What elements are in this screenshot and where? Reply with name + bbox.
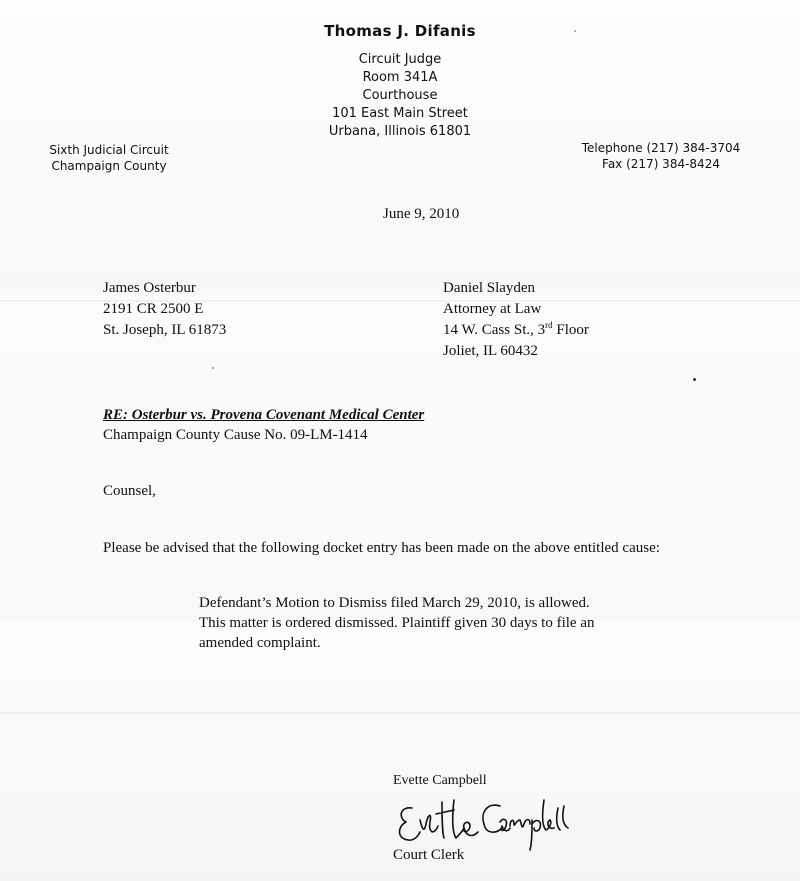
address-line: Circuit Judge <box>358 52 442 67</box>
recipient-street: 2191 CR 2500 E <box>103 301 204 317</box>
street-main: 14 W. Cass St., 3 <box>443 322 546 338</box>
docket-line: This matter is ordered dismissed. Plaintiff given 30 days to file an <box>199 615 595 631</box>
letter-date: June 9, 2010 <box>383 206 460 222</box>
circuit-line: Sixth Judicial Circuit <box>49 143 169 157</box>
salutation: Counsel, <box>103 483 156 499</box>
address-line: Urbana, Illinois 61801 <box>328 124 472 139</box>
body-paragraph: Please be advised that the following docket entry has been made on the above entitled cause: <box>103 540 660 556</box>
recipient-city: Joliet, IL 60432 <box>443 343 538 359</box>
cause-number: Champaign County Cause No. 09-LM-1414 <box>103 427 368 443</box>
telephone: Telephone (217) 384-3704 <box>581 141 741 155</box>
recipient-street <box>443 320 589 341</box>
county-line: Champaign County <box>51 159 167 173</box>
paper-speck <box>574 30 576 32</box>
docket-entry <box>199 593 639 653</box>
judge-name: Thomas J. Difanis <box>324 22 476 40</box>
address-line: Courthouse <box>362 88 438 103</box>
recipient-title: Attorney at Law <box>443 301 542 317</box>
address-line: 101 East Main Street <box>332 106 468 121</box>
recipient-name: James Osterbur <box>103 280 196 296</box>
street-tail: Floor <box>552 322 589 338</box>
fold-line <box>0 712 800 714</box>
circuit-block <box>44 142 174 174</box>
contact-block <box>566 140 756 172</box>
recipient-name: Daniel Slayden <box>443 280 536 296</box>
street-ordinal: rd <box>545 320 553 330</box>
court-address <box>0 51 800 141</box>
address-line: Room 341A <box>362 70 438 85</box>
handwritten-signature <box>392 792 577 854</box>
re-line: RE: Osterbur vs. Provena Covenant Medical Center <box>103 407 425 423</box>
paper-speck <box>212 367 214 369</box>
docket-line: amended complaint. <box>199 635 321 651</box>
recipient-city: St. Joseph, IL 61873 <box>103 322 227 338</box>
fax: Fax (217) 384-8424 <box>602 157 720 171</box>
paper-speck <box>693 378 696 381</box>
clerk-name: Evette Campbell <box>393 773 487 788</box>
clerk-title: Court Clerk <box>393 847 465 863</box>
recipient-left <box>103 278 226 341</box>
docket-line: Defendant’s Motion to Dismiss filed March 29, 2010, is allowed. <box>199 595 590 611</box>
recipient-right <box>443 278 589 362</box>
